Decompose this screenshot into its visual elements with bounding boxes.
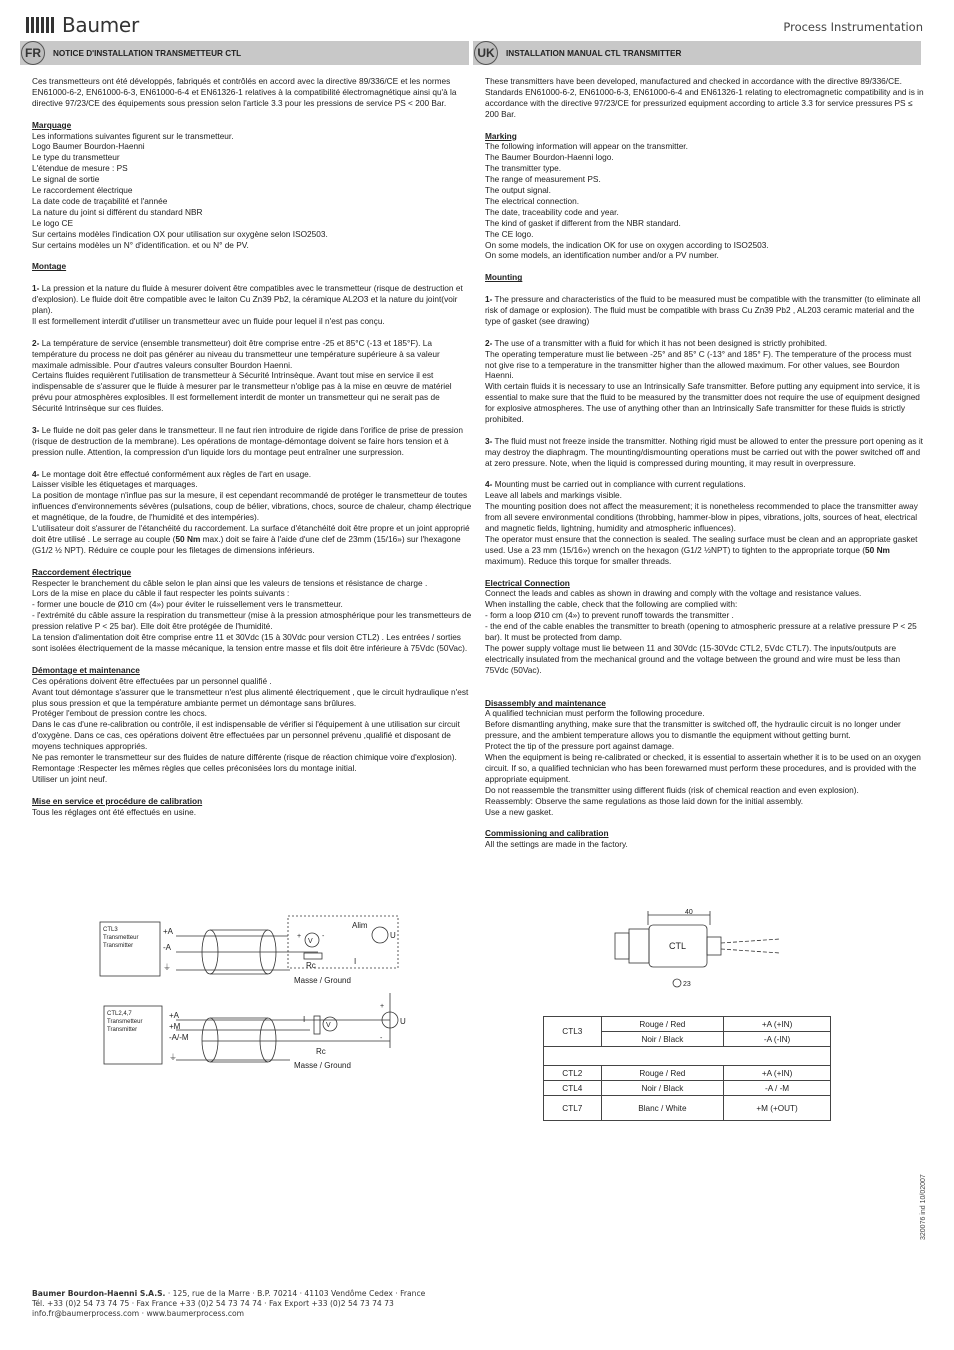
item-number: 1- [485,294,493,305]
uk-heading-commissioning: Commissioning and calibration [485,828,609,839]
ctl3-box-label: CTL3 [103,927,118,933]
uk-mounting-2c: With certain fluids it is necessary to use an Intrinsically Safe transmitter. Before putting any equipment into service, it is essential to make sure that the fluid to be measured by the transmitter does not require the use of equipment designed for explosive atmospheres. The use of anything other than an Intrinsically Safe transmitter for these fluids is strictly prohibited. [485,381,920,425]
fr-heading-demontage: Démontage et maintenance [32,664,140,675]
uk-commissioning-text: All the settings are made in the factory. [485,839,628,850]
ctl247-plus-a: +A [169,1011,180,1020]
paragraph-text: Le montage doit être effectué conformément aux règles de l'art en usage. [39,468,312,479]
fr-elec-line: Respecter le branchement du câble selon le plan ainsi que les valeurs de tensions et résistance de charge . [32,577,428,588]
fr-dem-line: Ne pas remonter le transmetteur sur des fluides de nature différente (risque de réaction chimique voire d'explosion). [32,752,457,763]
fr-marquage-line: Le type du transmetteur [32,152,120,163]
table-row [544,1017,831,1032]
voltmeter-label: V [326,1022,331,1029]
torque-value: 50 Nm [865,544,890,555]
signal-cell: +A (+IN) [724,1066,831,1081]
wiring-diagram [90,898,430,1088]
brand-logo [26,13,139,37]
fr-marquage-line: Sur certains modèles l'indication OX pour utilisation sur oxygène selon ISO2503. [32,228,328,239]
fr-montage-4b: Laisser visible les étiquetages et marquages. [32,479,198,490]
uk-mounting-2b: The operating temperature must lie between -25° and 85° C (-13° and 185° F). The temperature of the process must not give rise to a temperature in the transmitter higher than the allowed maximum. For other values, see Bourdon Haenni. [485,348,912,381]
ctl3-box-label: Transmitter [103,943,134,949]
fr-section-header [20,41,469,65]
uk-dis-line: Use a new gasket. [485,806,554,817]
uk-marking-line: On some models, an identification number and/or a PV number. [485,250,719,261]
ground-label: Masse / Ground [294,976,351,985]
uk-elec-line: When installing the cable, check that the following are complied with: [485,599,738,610]
brand-name: Baumer [62,13,139,37]
uk-mounting-4c: The mounting position does not affect the measurement; it is nonetheless recommended to place the transmitter away from all severe environmental conditions (throbbing, hammer-blow in pipes, vibrations, jolts, sources of heat, electrical and magnetic fields, lightning, humidity and atmospheric influences). [485,501,918,534]
item-number: 3- [485,435,493,446]
uk-column [485,76,925,850]
fr-marquage-line: La date code de traçabilité et l'année [32,195,168,206]
u-label: U [400,1017,406,1026]
uk-heading-marking: Marking [485,130,517,141]
fr-dem-line: Ces opérations doivent être effectuées par un personnel qualifié . [32,675,272,686]
uk-intro: These transmitters have been developed, manufactured and checked in accordance with the directive 89/336/CE. Standards EN61000-6-2, EN61000-6-3, EN61000-6-4 and EN61326-1 relating to electromagnetic compatibility and is in accordance with the directive 97/23/CE for pressurized equipment according to article 3.3 for service pressures PS ≤ 200 Bar. [485,76,924,119]
current-label: I [303,1015,306,1024]
minus-label: - [322,933,325,940]
ctl3-plus-a: +A [163,927,174,936]
color-cell: Noir / Black [601,1081,724,1096]
footer-address [32,1289,425,1299]
uk-mounting-3 [485,436,925,469]
model-cell: CTL2 [544,1066,602,1081]
fr-heading-marquage: Marquage [32,119,72,130]
table-row [544,1066,831,1081]
baumer-logo-icon [26,17,56,33]
model-cell: CTL4 [544,1081,602,1096]
hex-dimension: 23 [683,981,691,988]
uk-marking-line: The date, traceability code and year. [485,206,619,217]
fr-montage-3 [32,425,472,458]
uk-mounting-1 [485,294,925,327]
model-cell: CTL3 [544,1017,602,1047]
fr-dem-line: Protéger l'embout de pression contre les chocs. [32,708,207,719]
hex-size-icon [673,979,681,987]
fr-elec-line: - l'extrémité du câble assure la respiration du transmetteur (mise à la pression atmosphérique pour les transmetteurs de pression relative P < 25 bar). Elle doit être protégée de l'humidité. [32,610,472,632]
uk-heading-mounting: Mounting [485,272,523,283]
fr-marquage-line: Le signal de sortie [32,174,100,185]
uk-mounting-4 [485,479,925,490]
uk-marking-line: The Baumer Bourdon-Haenni logo. [485,152,614,163]
ctl-sensor-drawing [585,905,815,990]
ground-symbol: ⏚ [163,963,171,972]
fr-heading-montage: Montage [32,261,67,272]
cable-shield-icon [202,1018,218,1062]
item-number: 3- [32,424,40,435]
ctl247-box-label: Transmitter [107,1027,138,1033]
sensor-label: CTL [669,941,687,951]
item-number: 1- [32,283,40,294]
fr-montage-4d [32,523,472,556]
paragraph-text: La pression et la nature du fluide à mesurer doivent être compatibles avec le transmetteur (risque de destruction et d'explosion). Le fluide doit être compatible avec le laiton Cu Zn39 Pb2, la céramique AL2O3 et la nature du joint(voir plan). [32,283,463,315]
company-name: Baumer Bourdon-Haenni S.A.S. [32,1289,166,1298]
footer-phone: Tél. +33 (0)2 54 73 74 75 · Fax France +33 (0)2 54 73 74 74 · Fax Export +33 (0)2 54 73 74 73 [32,1299,394,1308]
footer [32,1289,425,1319]
table-row [544,1081,831,1096]
uk-dis-line: Before dismantling anything, make sure that the transmitter is switched off, the hydraulic circuit is no longer under pressure, and the ambient temperature allows you to dismantle the equipment without getting burnt. [485,719,901,741]
load-resistor-icon [314,1016,320,1034]
fr-heading-calibration: Mise en service et procédure de calibration [32,795,203,806]
ctl247-plus-m: +M [169,1022,181,1031]
tagline: Process Instrumentation [783,20,923,34]
uk-elec-line: - the end of the cable enables the transmitter to breath (opening to atmospheric pressure at a relative pressure P < 25 bar). It must be protected from damp. [485,621,917,643]
item-number: 4- [485,479,493,490]
current-label: I [354,957,357,966]
fr-montage-1b: Il est formellement interdit d'utiliser un transmetteur avec un fluide pour lequel il n'est pas conçu. [32,315,385,326]
uk-mounting-2 [485,338,925,349]
torque-value: 50 Nm [175,533,201,544]
color-cell: Noir / Black [601,1032,724,1047]
uk-dis-line: Do not reassemble the transmitter using different fluids (risk of chemical reaction and even explosion). [485,784,859,795]
fr-marquage-line: L'étendue de mesure : PS [32,163,128,174]
paragraph-text: The fluid must not freeze inside the transmitter. Nothing rigid must be allowed to enter the pressure port opening as it may destroy the diaphragm. The mounting/dismounting operations must be carried out with the power switched off and at zero pressure. Note, when the liquid is compressed during mounting, it may result in overpressure. [485,435,923,468]
table-separator-row [544,1047,831,1066]
uk-marking-line: The range of measurement PS. [485,174,601,185]
voltmeter-label: V [308,938,313,945]
paragraph-text: The operator must ensure that the connection is sealed. The sealing surface must be clean and an appropriate gasket used. Use a 23 mm (15/16») wrench on the hexagon (G1/2 ½NPT) to tighten to the appropriate torque ( [485,533,918,555]
document-reference: 320076 ind 10/02007 [920,1174,927,1240]
uk-marking-line: The kind of gasket if different from the NBR standard. [485,217,681,228]
uk-mounting-4d [485,534,925,567]
fr-marquage-line: Les informations suivantes figurent sur le transmetteur. [32,130,234,141]
uk-marking-line: The output signal. [485,185,551,196]
fr-marquage-line: Sur certains modèles un N° d'identification. et ou N° de PV. [32,239,249,250]
fr-marquage-line: Logo Baumer Bourdon-Haenni [32,141,145,152]
ctl247-box-label: Transmetteur [107,1019,143,1025]
ground-symbol: ⏚ [169,1053,177,1062]
u-label: U [390,931,396,940]
sensor-thread-icon [615,933,629,959]
uk-marking-line: The following information will appear on the transmitter. [485,141,688,152]
uk-heading-disassembly: Disassembly and maintenance [485,697,606,708]
signal-cell: +A (+IN) [724,1017,831,1032]
uk-section-title: INSTALLATION MANUAL CTL TRANSMITTER [506,48,682,58]
fr-dem-line: Utiliser un joint neuf. [32,773,108,784]
minus-label: - [380,1035,383,1042]
company-address: · 125, rue de la Marre · B.P. 70214 · 41103 Vendôme Cedex · France [165,1289,426,1298]
item-number: 4- [32,468,40,479]
uk-elec-line: The power supply voltage must lie between 11 and 30Vdc (15-30Vdc CTL2, 5Vdc CTL7). The inputs/outputs are electrically insulated from the mechanical ground and the voltage between the ground and wire must be less than 75Vdc (50Vac). [485,643,901,675]
fr-montage-4 [32,469,472,480]
fr-section-title: NOTICE D'INSTALLATION TRANSMETTEUR CTL [53,48,242,58]
fr-montage-2 [32,338,472,371]
ground-label: Masse / Ground [294,1061,351,1070]
cable-shield-icon [260,1018,276,1062]
ctl247-minus-am: -A/-M [169,1033,189,1042]
color-cell: Blanc / White [601,1096,724,1121]
uk-marking-line: On some models, the indication OK for use on oxygen according to ISO2503. [485,239,769,250]
uk-dis-line: When the equipment is being re-calibrated or checked, it is essential to assertain whether it is to be used on an oxygen circuit. If so, a qualified technician who has been forewarned must perform these procedures, and is provided with the appropriate equipment. [485,752,921,784]
plus-label: + [380,1003,385,1010]
fr-language-badge: FR [21,41,45,65]
signal-cell: +M (+OUT) [724,1096,831,1121]
uk-dis-line: Reassembly: Observe the same regulations as those laid down for the initial assembly. [485,795,804,806]
wire-color-table [543,1016,831,1121]
alim-label: Alim [352,921,368,930]
fr-marquage-line: La nature du joint si différent du standard NBR [32,206,203,217]
fr-elec-line: Lors de la mise en place du câble il faut respecter les points suivants : [32,588,290,599]
fr-heading-electrique: Raccordement électrique [32,566,132,577]
fr-column [32,76,472,817]
fr-dem-line: Avant tout démontage s'assurer que le transmetteur n'est plus alimenté électriquement , que le circuit hydraulique n'est plus sous pression et que la température ambiante permet un démontage sans brûlures. [32,686,469,708]
signal-cell: -A (-IN) [724,1032,831,1047]
paragraph-text: Mounting must be carried out in compliance with current regulations. [492,479,746,490]
power-supply-icon [372,927,388,943]
table-row [544,1096,831,1121]
fr-elec-line: La tension d'alimentation doit être comprise entre 11 et 30Vdc (15 à 30Vdc pour version CTL2) . Les entrées / sorties sont isolées électriquement de la masse mécanique, la tension entre masse et fils doit être inférieure à 75Vdc (50Vac). [32,632,468,654]
ctl247-box-label: CTL2,4,7 [107,1011,132,1017]
length-dimension: 40 [685,909,693,916]
fr-montage-1 [32,283,472,316]
fr-montage-4c: La position de montage n'influe pas sur la mesure, il est cependant recommandé de protéger le transmetteur de toutes influences d'environnements sévères (pulsations, coup de bélier, vibrations, chocs, source de chaleur, champ électrique et magnétique, de la foudre, de l'humidité et des intempéries). [32,490,472,523]
uk-marking-line: The transmitter type. [485,163,562,174]
footer-contact: info.fr@baumerprocess.com · www.baumerprocess.com [32,1309,245,1318]
paragraph-text: Le fluide ne doit pas geler dans le transmetteur. Il ne faut rien introduire de rigide dans l'orifice de prise de pression (risque de destruction de la membrane). Les opérations de montage-démontage doivent se faire hors tension et à pression nulle. Attention, la compression d'un liquide lors du montage peut entraîner une surpression. [32,424,463,457]
sensor-hexagon-icon [629,929,649,963]
uk-dis-line: Protect the tip of the pressure port against damage. [485,741,675,752]
uk-mounting-4b: Leave all labels and markings visible. [485,490,622,501]
paragraph-text: La température de service (ensemble transmetteur) doit être comprise entre -25 et 85°C (-13 et 185°F). La température du process ne doit pas générer au niveau du transmetteur une température supérieure à sa valeur maximale admissible. Pour d'autres valeurs consulter Bourdon Haenni. [32,337,440,370]
uk-section-header [473,41,921,65]
paragraph-text: The pressure and characteristics of the fluid to be measured must be compatible with the transmitter (to eliminate all risk of damage or explosion). The fluid must be compatible with brass Cu Zn39 Pb2 , AL203 ceramic material and the type of gasket (see drawing) [485,294,921,326]
ctl3-box-label: Transmetteur [103,935,139,941]
item-number: 2- [32,337,40,348]
paragraph-text: The use of a transmitter with a fluid for which it has not been designed is strictly prohibited. [492,337,828,348]
color-cell: Rouge / Red [601,1066,724,1081]
fr-marquage-line: Le logo CE [32,217,74,228]
uk-heading-electrical: Electrical Connection [485,577,570,588]
uk-elec-line: - form a loop Ø10 cm (4») to prevent runoff towards the transmitter . [485,610,734,621]
load-resistor-icon [304,953,322,959]
rc-label: Rc [306,961,316,970]
fr-marquage-line: Le raccordement électrique [32,185,133,196]
paragraph-text: max.) doit se faire à l'aide d'une clef de 23mm (15/16») sur l'hexagone (G1/2 ½ NPT). Réduire ce couple pour les filetages de dimensions inférieurs. [32,533,461,555]
ctl3-minus-a: -A [163,943,171,952]
rc-label: Rc [316,1047,326,1056]
plus-label: + [297,933,302,940]
fr-montage-2b: Certains fluides requièrent l'utilisation de transmetteur à Sécurité Intrinsèque. Avant tout mise en service il est indispensable de s'assurer que le fluide à mesurer par le transmetteur n'oblige pas à la mise en œuvre de matériel prévu pour atmosphères explosibles. Il est formellement interdit de monter un transmetteur qui ne serait pas de Sécurité Intrinsèque sur ces fluides. [32,370,452,414]
uk-dis-line: A qualified technician must perform the following procedure. [485,708,705,719]
uk-marking-line: The electrical connection. [485,195,580,206]
fr-calibration-text: Tous les réglages ont été effectués en usine. [32,806,197,817]
sensor-cable-gland-icon [707,937,721,955]
model-cell: CTL7 [544,1096,602,1121]
fr-elec-line: - former une boucle de Ø10 cm (4») pour éviter le ruissellement vers le transmetteur. [32,599,343,610]
item-number: 2- [485,337,493,348]
paragraph-text: maximum). Reduce this torque for smaller threads. [485,555,672,566]
fr-intro: Ces transmetteurs ont été développés, fabriqués et contrôlés en accord avec la directive 89/336/CE et les normes EN61000-6-2, EN61000-6-3, EN61000-6-4 et EN61326-1 relatives à la compatibilité électromagnétique ainsi qu'à la directive 97/23/CE des équipements sous pression selon l'article 3.3 pour les pressions de service PS < 200 Bar. [32,76,457,108]
signal-cell: -A / -M [724,1081,831,1096]
paragraph-text: L'utilisateur doit s'assurer de l'étanchéité du raccordement. La surface d'étanchéité doit être propre et un joint approprié doit être utilisé . Le serrage au couple ( [32,523,470,544]
uk-language-badge: UK [474,41,498,65]
color-cell: Rouge / Red [601,1017,724,1032]
uk-elec-line: Connect the leads and cables as shown in drawing and comply with the voltage and resistance values. [485,588,862,599]
uk-marking-line: The CE logo. [485,228,534,239]
fr-dem-line: Dans le cas d'une re-calibration ou contrôle, il est indispensable de vérifier si l'équipement à une utilisation sur circuit d'oxygène. Dans ce cas, ces opérations doivent être effectuées par un personnel prévenu ,qualifié et disposant de moyens techniques appropriés. [32,719,460,752]
fr-dem-line: Remontage :Respecter les mêmes règles que celles préconisées lors du montage initial. [32,762,357,773]
